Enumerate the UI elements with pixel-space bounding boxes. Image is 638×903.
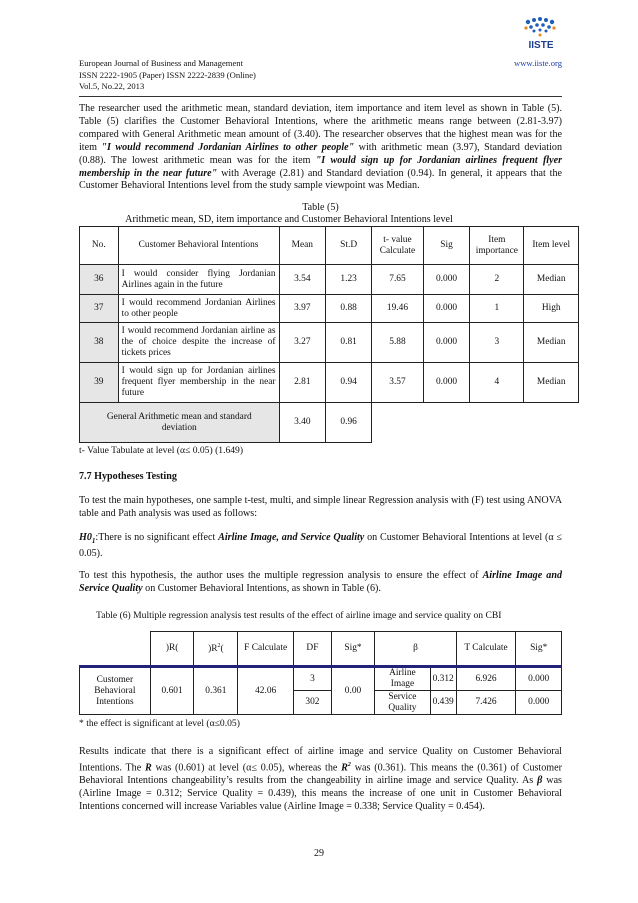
- hypothesis-paragraph: $H0_1:There$ is no significant effect Airline Image, and Service Quality on Customer Behavioral Intentions at level (α ≤ 0.05).: [79, 532, 562, 559]
- table6-header-row: [80, 632, 562, 667]
- table5-note: t- Value Tabulate at level (α≤ 0.05) (1.649): [79, 445, 244, 456]
- th-r2: )$R^2$(: [194, 632, 238, 667]
- th-t: T Calculate: [456, 632, 516, 667]
- th-r: )R(: [150, 632, 194, 667]
- page-number: 29: [314, 848, 324, 859]
- table5-subtitle: Arithmetic mean, SD, item importance and Customer Behavioral Intentions level: [125, 214, 453, 225]
- table-row: 39 I would sign up for Jordanian airlines frequent flyer membership in the near future 2.81 0.94 3.57 0.000 4 Median: [80, 363, 579, 403]
- journal-issn: ISSN 2222-1905 (Paper) ISSN 2222-2839 (Online): [79, 69, 256, 80]
- th-level: Item level: [524, 227, 579, 265]
- section-paragraph-1: To test the main hypotheses, one sample t-test, multi, and simple linear Regression analysis with (F) test using ANOVA table and Path analysis was used as follows:: [79, 495, 562, 519]
- table-row: 37 I would recommend Jordanian Airlines to other people 3.97 0.88 19.46 0.000 1 High: [80, 295, 579, 323]
- dependent-variable: Customer Behavioral Intentions: [80, 667, 151, 715]
- th-intentions: Customer Behavioral Intentions: [118, 227, 279, 265]
- quote-highest: "I would recommend Jordanian Airlines to other people": [101, 141, 355, 153]
- journal-url-link[interactable]: www.iiste.org: [514, 58, 562, 68]
- th-t-value: t- value Calculate: [372, 227, 424, 265]
- th-std: St.D: [326, 227, 372, 265]
- table-5: [79, 226, 579, 443]
- th-sig2: Sig*: [516, 632, 562, 667]
- th-beta: β: [375, 632, 457, 667]
- table-row: 36 I would consider flying Jordanian Airlines again in the future 3.54 1.23 7.65 0.000 2 Median: [80, 265, 579, 295]
- journal-volume: Vol.5, No.22, 2013: [79, 81, 145, 91]
- th-df: DF: [294, 632, 332, 667]
- th-sig: Sig: [423, 227, 470, 265]
- table6-note: * the effect is significant at level (α≤0.05): [79, 718, 240, 729]
- th-mean: Mean: [279, 227, 326, 265]
- section-heading: 7.7 Hypotheses Testing: [79, 471, 177, 482]
- iiste-logo: [520, 14, 562, 56]
- table5-title: Table (5): [302, 202, 339, 213]
- th-importance: Item importance: [470, 227, 524, 265]
- table-6: [79, 631, 562, 715]
- table6-caption: Table (6) Multiple regression analysis test results of the effect of airline image and service quality on CBI: [96, 610, 502, 621]
- section-paragraph-2: To test this hypothesis, the author uses the multiple regression analysis to ensure the effect of Airline Image and Service Quality on Customer Behavioral Intentions, as shown in Table (6).: [79, 570, 562, 594]
- header-rule: [79, 96, 562, 97]
- table-row: 302 Service Quality 0.439 7.426 0.000: [80, 691, 562, 715]
- quote-lowest: "I would sign up for Jordanian airlines frequent flyer membership in the near future": [79, 154, 562, 179]
- th-no: No.: [80, 227, 119, 265]
- table5-header-row: [80, 227, 579, 265]
- table-row: 38 I would recommend Jordanian airline as the of choice despite the increase of tickets prices 3.27 0.81 5.88 0.000 3 Median: [80, 323, 579, 363]
- th-sig: Sig*: [331, 632, 374, 667]
- results-paragraph: Results indicate that there is a significant effect of airline image and service Quality on Customer Behavioral Intentions. The R was (0.601) at level (α≤ 0.05), whereas the $R^2$ was (0.361). This means the (0.361) of Customer Behavioral Intentions changeability’s results from the changeability in airline image and service Quality. As β was (Airline Image = 0.312; Service Quality = 0.439), this means the increase of one unit in Customer Behavioral Intentions concerned will increase Variables value (Airline Image = 0.338; Service Quality = 0.454).: [79, 746, 562, 812]
- th-f: F Calculate: [238, 632, 294, 667]
- intro-paragraph: The researcher used the arithmetic mean, standard deviation, item importance and item level as shown in Table (5). Table (5) clarifies the Customer Behavioral Intentions, where the arithmetic means range between (2.81-3.97) compared with General Arithmetic mean amount of (3.40). The researcher observes that the highest mean was for the item "I would recommend Jordanian Airlines to other people" with arithmetic mean (3.97), Standard deviation (0.88). The lowest arithmetic mean was for the item "I would sign up for Jordanian airlines frequent flyer membership in the near future" with Average (2.81) and Standard deviation (0.94). In general, it appears that the Customer Behavioral Intentions level from the study sample viewpoint was Median.: [79, 103, 562, 192]
- logo-text: IISTE: [528, 40, 554, 51]
- journal-title: European Journal of Business and Management: [79, 58, 243, 68]
- table5-general-row: General Arithmetic mean and standard deviation 3.40 0.96: [80, 403, 579, 443]
- table-row: Customer Behavioral Intentions 0.601 0.361 42.06 3 0.00 Airline Image 0.312 6.926 0.000: [80, 667, 562, 691]
- journal-header: [79, 58, 562, 93]
